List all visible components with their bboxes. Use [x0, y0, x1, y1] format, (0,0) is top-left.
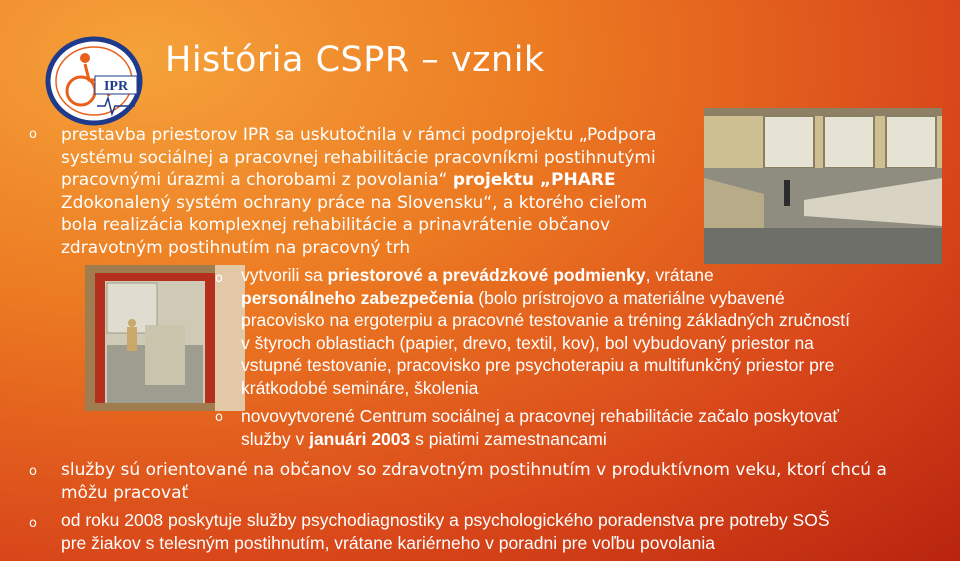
bullet-marker: o	[29, 464, 37, 479]
logo-text: IPR	[103, 79, 129, 94]
ipr-logo	[45, 36, 143, 126]
sub-bullet-1-text: vytvorili sa priestorové a prevádzkové podmienky, vrátane personálneho zabezpečenia (bolo prístrojovo a materiálne vybavené pracovisko na ergoterpiu a pracovné testovanie a tréning základných zručností v štyroch oblastiach (papier, drevo, textil, kov), bol vybudovaný priestor na vstupné testovanie, pracovisko pre psychoterapiu a multifunkčný priestor pre krátkodobé semináre, školenia	[241, 265, 850, 398]
sub-bullet-marker: o	[215, 271, 223, 286]
sub-bullet-2-text: novovytvorené Centrum sociálnej a pracovnej rehabilitácie začalo poskytovať služby v januári 2003 s piatimi zamestnancami	[241, 406, 839, 449]
doorway-photo	[85, 265, 245, 411]
hall-photo	[704, 108, 942, 264]
slide-title: História CSPR – vznik	[165, 40, 545, 80]
bullet-marker: o	[29, 516, 37, 531]
bullet-1-text: prestavba priestorov IPR sa uskutočnila v rámci podprojektu „Podpora systému sociálnej a pracovnej rehabilitácie pracovníkmi postihnutými pracovnými úrazmi a chorobami z povolania“ projektu „PHARE Zdokonalený systém ochrany práce na Slovensku“, a ktorého cieľom bola realizácia komplexnej rehabilitácie a prinavrátenie občanov zdravotným postihnutím na pracovný trh	[61, 125, 657, 258]
bullet-3-text: od roku 2008 poskytuje služby psychodiagnostiky a psychologického poradenstva pre potreby SOŠ pre žiakov s telesným postihnutím, vrátane kariérneho v poradni pre voľbu povolania	[61, 510, 830, 553]
bullet-2-text: služby sú orientované na občanov so zdravotným postihnutím v produktívnom veku, ktorí chcú a môžu pracovať	[61, 460, 887, 503]
sub-bullet-marker: o	[215, 410, 223, 425]
bullet-marker: o	[29, 127, 37, 142]
